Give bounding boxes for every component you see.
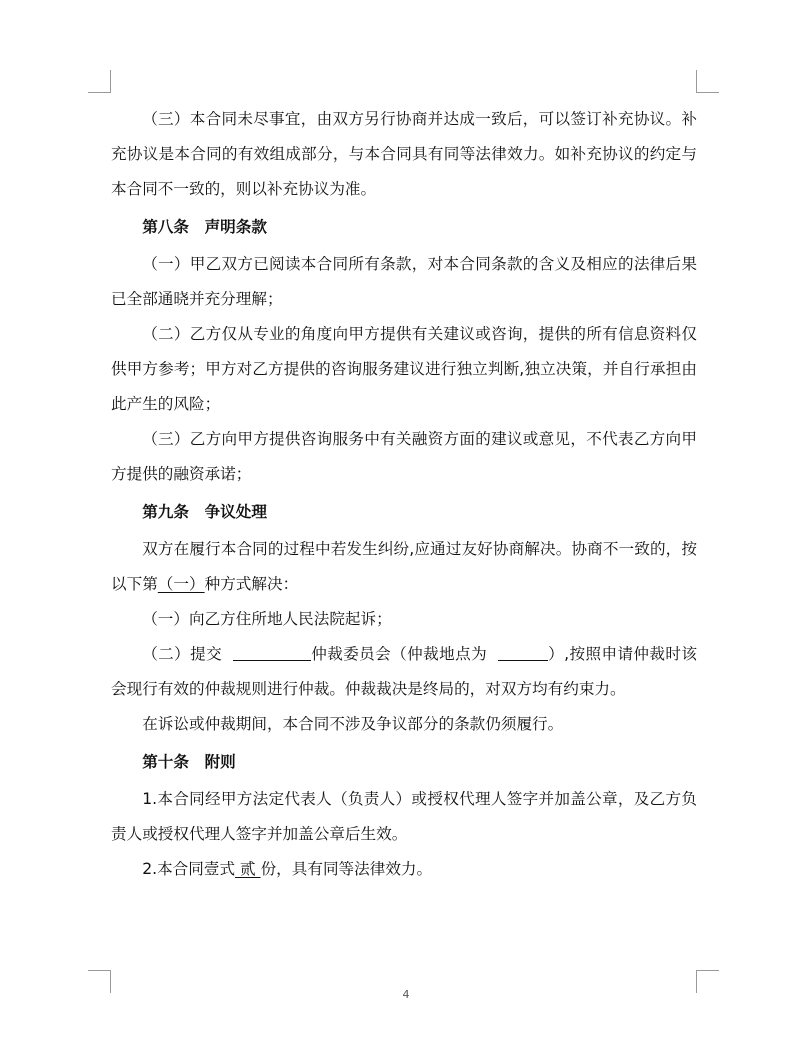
article-10-clause-2-text-b: 份，具有同等法律效力。 xyxy=(260,860,433,878)
article-9-method-text-b: 种方式解决： xyxy=(204,575,299,593)
arbitration-place-blank xyxy=(498,644,548,661)
dispute-method-choice: （一） xyxy=(157,575,205,593)
arbitration-commission-blank xyxy=(233,644,311,661)
page-corner-mark-top-right xyxy=(696,70,719,93)
clause-supplementary-agreement: （三）本合同未尽事宜，由双方另行协商并达成一致后，可以签订补充协议。补充协议是本合同的有效组成部分，与本合同具有同等法律效力。如补充协议的约定与本合同不一致的，则以补充协议为准。 xyxy=(111,110,697,198)
article-9-method-text-a: 双方在履行本合同的过程中若发生纠纷,应通过友好协商解决。协商不一致的，按以下第 xyxy=(111,540,697,593)
document-body xyxy=(111,102,697,887)
article-9-clause-continued-performance: 在诉讼或仲裁期间，本合同不涉及争议部分的条款仍须履行。 xyxy=(142,715,564,733)
article-10-clause-1: 1.本合同经甲方法定代表人（负责人）或授权代理人签字并加盖公章，及乙方负责人或授权代理人签字并加盖公章后生效。 xyxy=(111,790,697,843)
article-9-heading: 第九条 争议处理 xyxy=(142,503,267,521)
article-10-heading: 第十条 附则 xyxy=(142,753,236,771)
article-10-clause-2-text-a: 2.本合同壹式 xyxy=(142,860,236,878)
article-9-clause-method xyxy=(111,532,697,602)
article-9-option-2-text-a: （二）提交 xyxy=(142,645,223,663)
article-9-option-2-text-b: 仲裁委员会（仲裁地点为 xyxy=(310,645,488,663)
article-9-option-2 xyxy=(111,637,697,707)
article-9-option-1: （一）向乙方住所地人民法院起诉； xyxy=(142,610,392,628)
article-8-clause-2: （二）乙方仅从专业的角度向甲方提供有关建议或咨询，提供的所有信息资料仅供甲方参考；甲方对乙方提供的咨询服务建议进行独立判断,独立决策，并自行承担由此产生的风险； xyxy=(111,325,697,413)
copies-count: 贰 xyxy=(235,860,261,878)
page-number: 4 xyxy=(402,988,410,1001)
article-9-option-2-text-c: ）,按照申请仲裁时该会现行有效的仲裁规则进行仲裁。仲裁裁决是终局的，对双方均有约束力。 xyxy=(111,645,697,698)
page-corner-mark-top-left xyxy=(88,70,111,93)
article-8-clause-1: （一）甲乙双方已阅读本合同所有条款，对本合同条款的含义及相应的法律后果已全部通晓并充分理解； xyxy=(111,255,697,308)
article-8-heading: 第八条 声明条款 xyxy=(142,218,267,236)
article-10-clause-2 xyxy=(111,852,697,887)
article-8-clause-3: （三）乙方向甲方提供咨询服务中有关融资方面的建议或意见，不代表乙方向甲方提供的融资承诺； xyxy=(111,430,697,483)
